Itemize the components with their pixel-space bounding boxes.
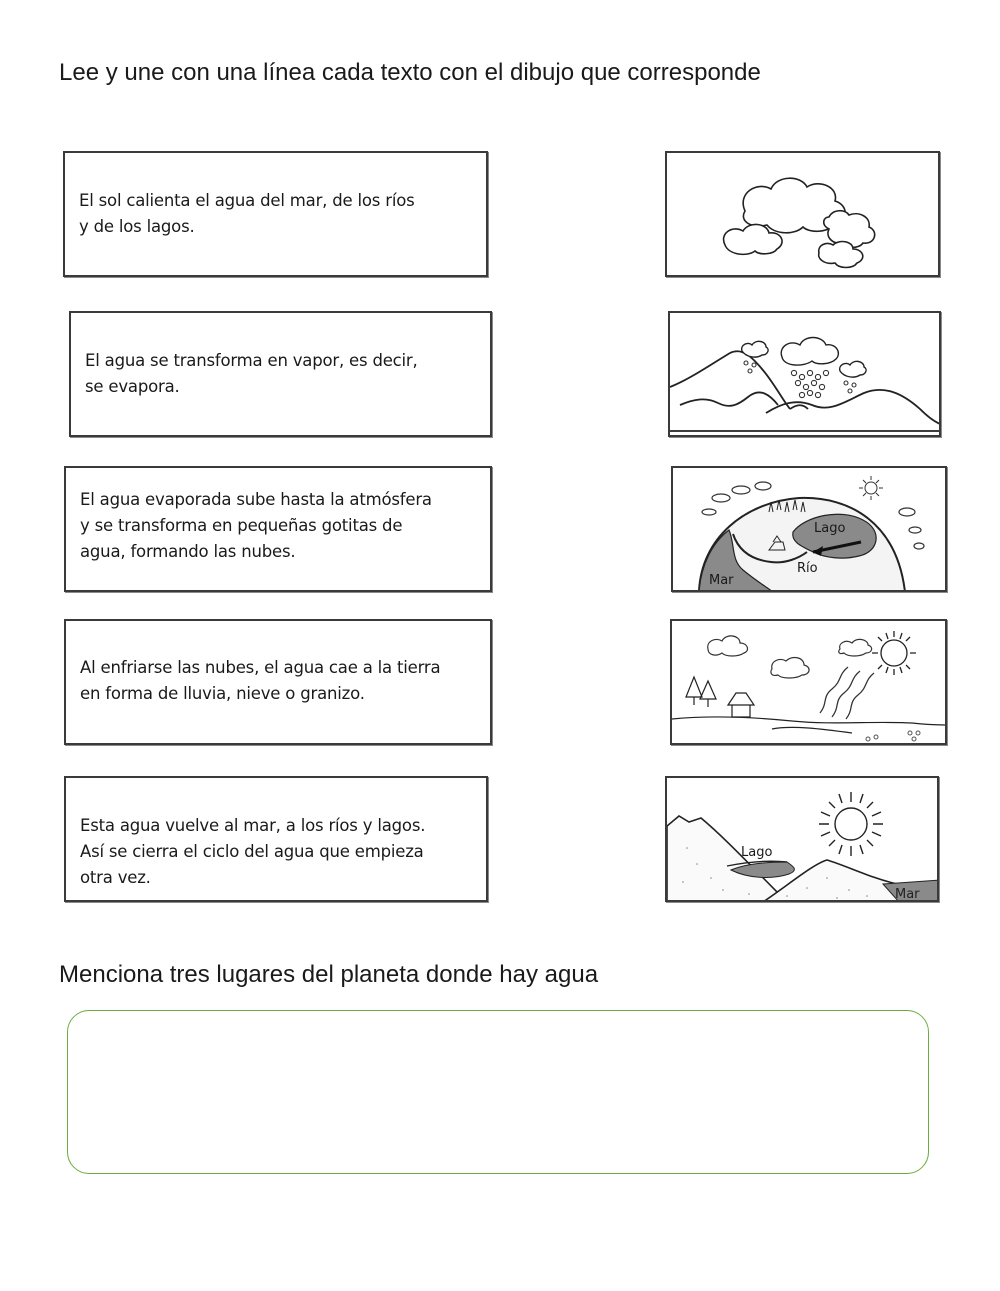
sea-label: Mar [895,887,920,902]
text-line: Al enfriarse las nubes, el agua cae a la tierra [80,658,441,677]
sun-evaporation-icon [672,621,947,745]
text-card-4[interactable] [64,619,492,745]
picture-card-4[interactable] [670,619,947,745]
picture-card-1[interactable] [665,151,940,277]
match-instructions: Lee y une con una línea cada texto con el dibujo que corresponde [59,59,761,86]
answer-text-box[interactable] [67,1010,929,1174]
text-card-2[interactable] [69,311,492,437]
mountains-hail-icon [670,313,941,437]
sun-lake-sea-icon [667,778,939,902]
picture-card-5[interactable] [665,776,939,902]
clouds-icon [667,153,940,277]
text-line: Así se cierra el ciclo del agua que empieza [80,842,424,861]
text-line: El agua se transforma en vapor, es decir, [85,351,418,370]
earth-water-map-icon [673,468,947,592]
lake-label: Lago [814,521,846,536]
places-instructions: Menciona tres lugares del planeta donde hay agua [59,961,599,988]
text-line: y se transforma en pequeñas gotitas de [80,516,403,535]
text-line: en forma de lluvia, nieve o granizo. [80,684,365,703]
text-line: y de los lagos. [79,217,195,236]
text-line: El sol calienta el agua del mar, de los ríos [79,191,415,210]
sea-label: Mar [709,573,734,588]
text-card-3[interactable] [64,466,492,592]
text-card-5[interactable] [64,776,488,902]
text-line: Esta agua vuelve al mar, a los ríos y lagos. [80,816,426,835]
text-line: El agua evaporada sube hasta la atmósfera [80,490,432,509]
text-line: otra vez. [80,868,151,887]
picture-card-2[interactable] [668,311,941,437]
text-line: agua, formando las nubes. [80,542,296,561]
text-line: se evapora. [85,377,180,396]
text-card-1[interactable] [63,151,488,277]
picture-card-3[interactable] [671,466,947,592]
lake-label: Lago [741,845,773,860]
river-label: Río [797,561,818,576]
